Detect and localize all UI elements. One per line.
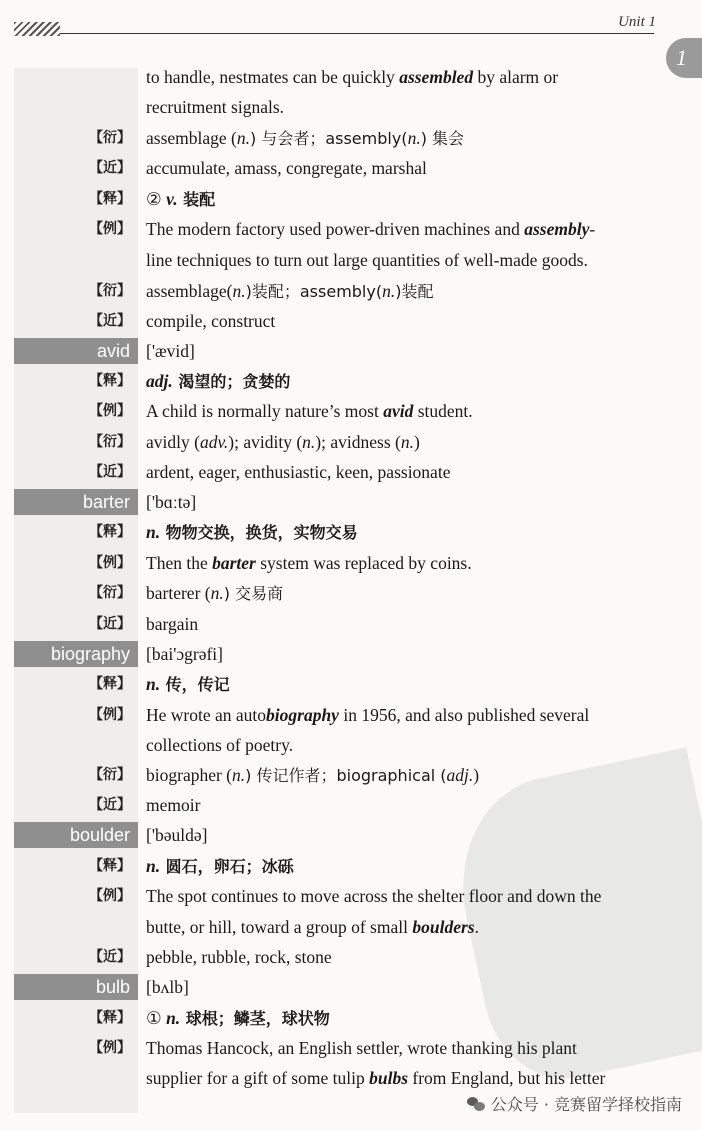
tag-meaning: 【 释 】 — [89, 188, 131, 210]
headword-bulb: bulb — [14, 974, 138, 1000]
tag-synonym: 【 近 】 — [89, 157, 131, 179]
text-line: pebble, rubble, rock, stone — [146, 947, 332, 967]
text-line: assemblage (n.) 与会者；assembly(n.) 集会 — [146, 128, 465, 148]
headword-biography: biography — [14, 641, 138, 667]
text-line: assemblage(n.)装配；assembly(n.)装配 — [146, 281, 434, 301]
pronunciation: ['bɑːtə] — [146, 492, 197, 512]
text-line: supplier for a gift of some tulip bulbs from England, but his letter — [146, 1068, 606, 1088]
tag-synonym: 【 近 】 — [89, 310, 131, 332]
text-line: memoir — [146, 795, 201, 815]
text-line: avidly (adv.); avidity (n.); avidness (n.) — [146, 432, 420, 452]
text-line: to handle, nestmates can be quickly assembled by alarm or — [146, 67, 559, 87]
tag-example: 【 例 】 — [89, 1037, 131, 1059]
text-line: n. 传，传记 — [146, 674, 230, 694]
wechat-icon — [467, 1097, 485, 1111]
text-line: biographer (n.) 传记作者；biographical (adj.) — [146, 765, 480, 785]
header-rule — [60, 33, 654, 34]
text-line: The modern factory used power-driven machines and assembly- — [146, 219, 596, 239]
tag-derived: 【 衍 】 — [89, 127, 131, 149]
text-line: adj. 渴望的；贪婪的 — [146, 371, 291, 391]
text-line: He wrote an autobiography in 1956, and also published several — [146, 705, 590, 725]
text-line: ② v. 装配 — [146, 189, 216, 209]
tag-meaning: 【 释 】 — [89, 673, 131, 695]
tag-meaning: 【 释 】 — [89, 521, 131, 543]
tag-derived: 【 衍 】 — [89, 764, 131, 786]
tag-derived: 【 衍 】 — [89, 280, 131, 302]
tag-example: 【 例 】 — [89, 400, 131, 422]
tag-synonym: 【 近 】 — [89, 794, 131, 816]
tag-meaning: 【 释 】 — [89, 370, 131, 392]
tag-synonym: 【 近 】 — [89, 461, 131, 483]
unit-tab: 1 — [666, 38, 702, 78]
text-line: recruitment signals. — [146, 97, 285, 117]
text-line: bargain — [146, 614, 199, 634]
text-line: n. 物物交换，换货，实物交易 — [146, 522, 358, 542]
tag-meaning: 【 释 】 — [89, 855, 131, 877]
pronunciation: [bʌlb] — [146, 977, 189, 997]
text-line: ① n. 球根；鳞茎，球状物 — [146, 1008, 330, 1028]
text-line: ardent, eager, enthusiastic, keen, passionate — [146, 462, 451, 482]
tag-synonym: 【 近 】 — [89, 613, 131, 635]
tag-example: 【 例 】 — [89, 218, 131, 240]
tag-derived: 【 衍 】 — [89, 582, 131, 604]
pronunciation: [bai'ɔgrəfi] — [146, 644, 223, 664]
text-line: barterer (n.) 交易商 — [146, 583, 284, 603]
unit-label: Unit 1 — [618, 14, 656, 30]
pronunciation: ['ævid] — [146, 341, 195, 361]
headword-barter: barter — [14, 489, 138, 515]
tag-example: 【 例 】 — [89, 552, 131, 574]
tag-synonym: 【 近 】 — [89, 946, 131, 968]
text-line: Then the barter system was replaced by coins. — [146, 553, 472, 573]
wechat-watermark — [467, 1092, 682, 1115]
header-stripes — [14, 22, 60, 36]
text-line: The spot continues to move across the shelter floor and down the — [146, 886, 602, 906]
watermark-label: 公众号 · 竞赛留学择校指南 — [490, 1095, 682, 1114]
text-line: n. 圆石，卵石；冰砾 — [146, 856, 294, 876]
text-line: collections of poetry. — [146, 735, 294, 755]
text-line: butte, or hill, toward a group of small boulders. — [146, 917, 479, 937]
text-line: Thomas Hancock, an English settler, wrote thanking his plant — [146, 1038, 577, 1058]
text-line: line techniques to turn out large quantities of well-made goods. — [146, 250, 588, 270]
tag-example: 【 例 】 — [89, 704, 131, 726]
headword-boulder: boulder — [14, 822, 138, 848]
tag-example: 【 例 】 — [89, 885, 131, 907]
text-line: A child is normally nature’s most avid student. — [146, 401, 473, 421]
tag-derived: 【 衍 】 — [89, 431, 131, 453]
text-line: accumulate, amass, congregate, marshal — [146, 158, 427, 178]
text-line: compile, construct — [146, 311, 276, 331]
tag-meaning: 【 释 】 — [89, 1007, 131, 1029]
headword-avid: avid — [14, 338, 138, 364]
pronunciation: ['bəuldə] — [146, 825, 208, 845]
